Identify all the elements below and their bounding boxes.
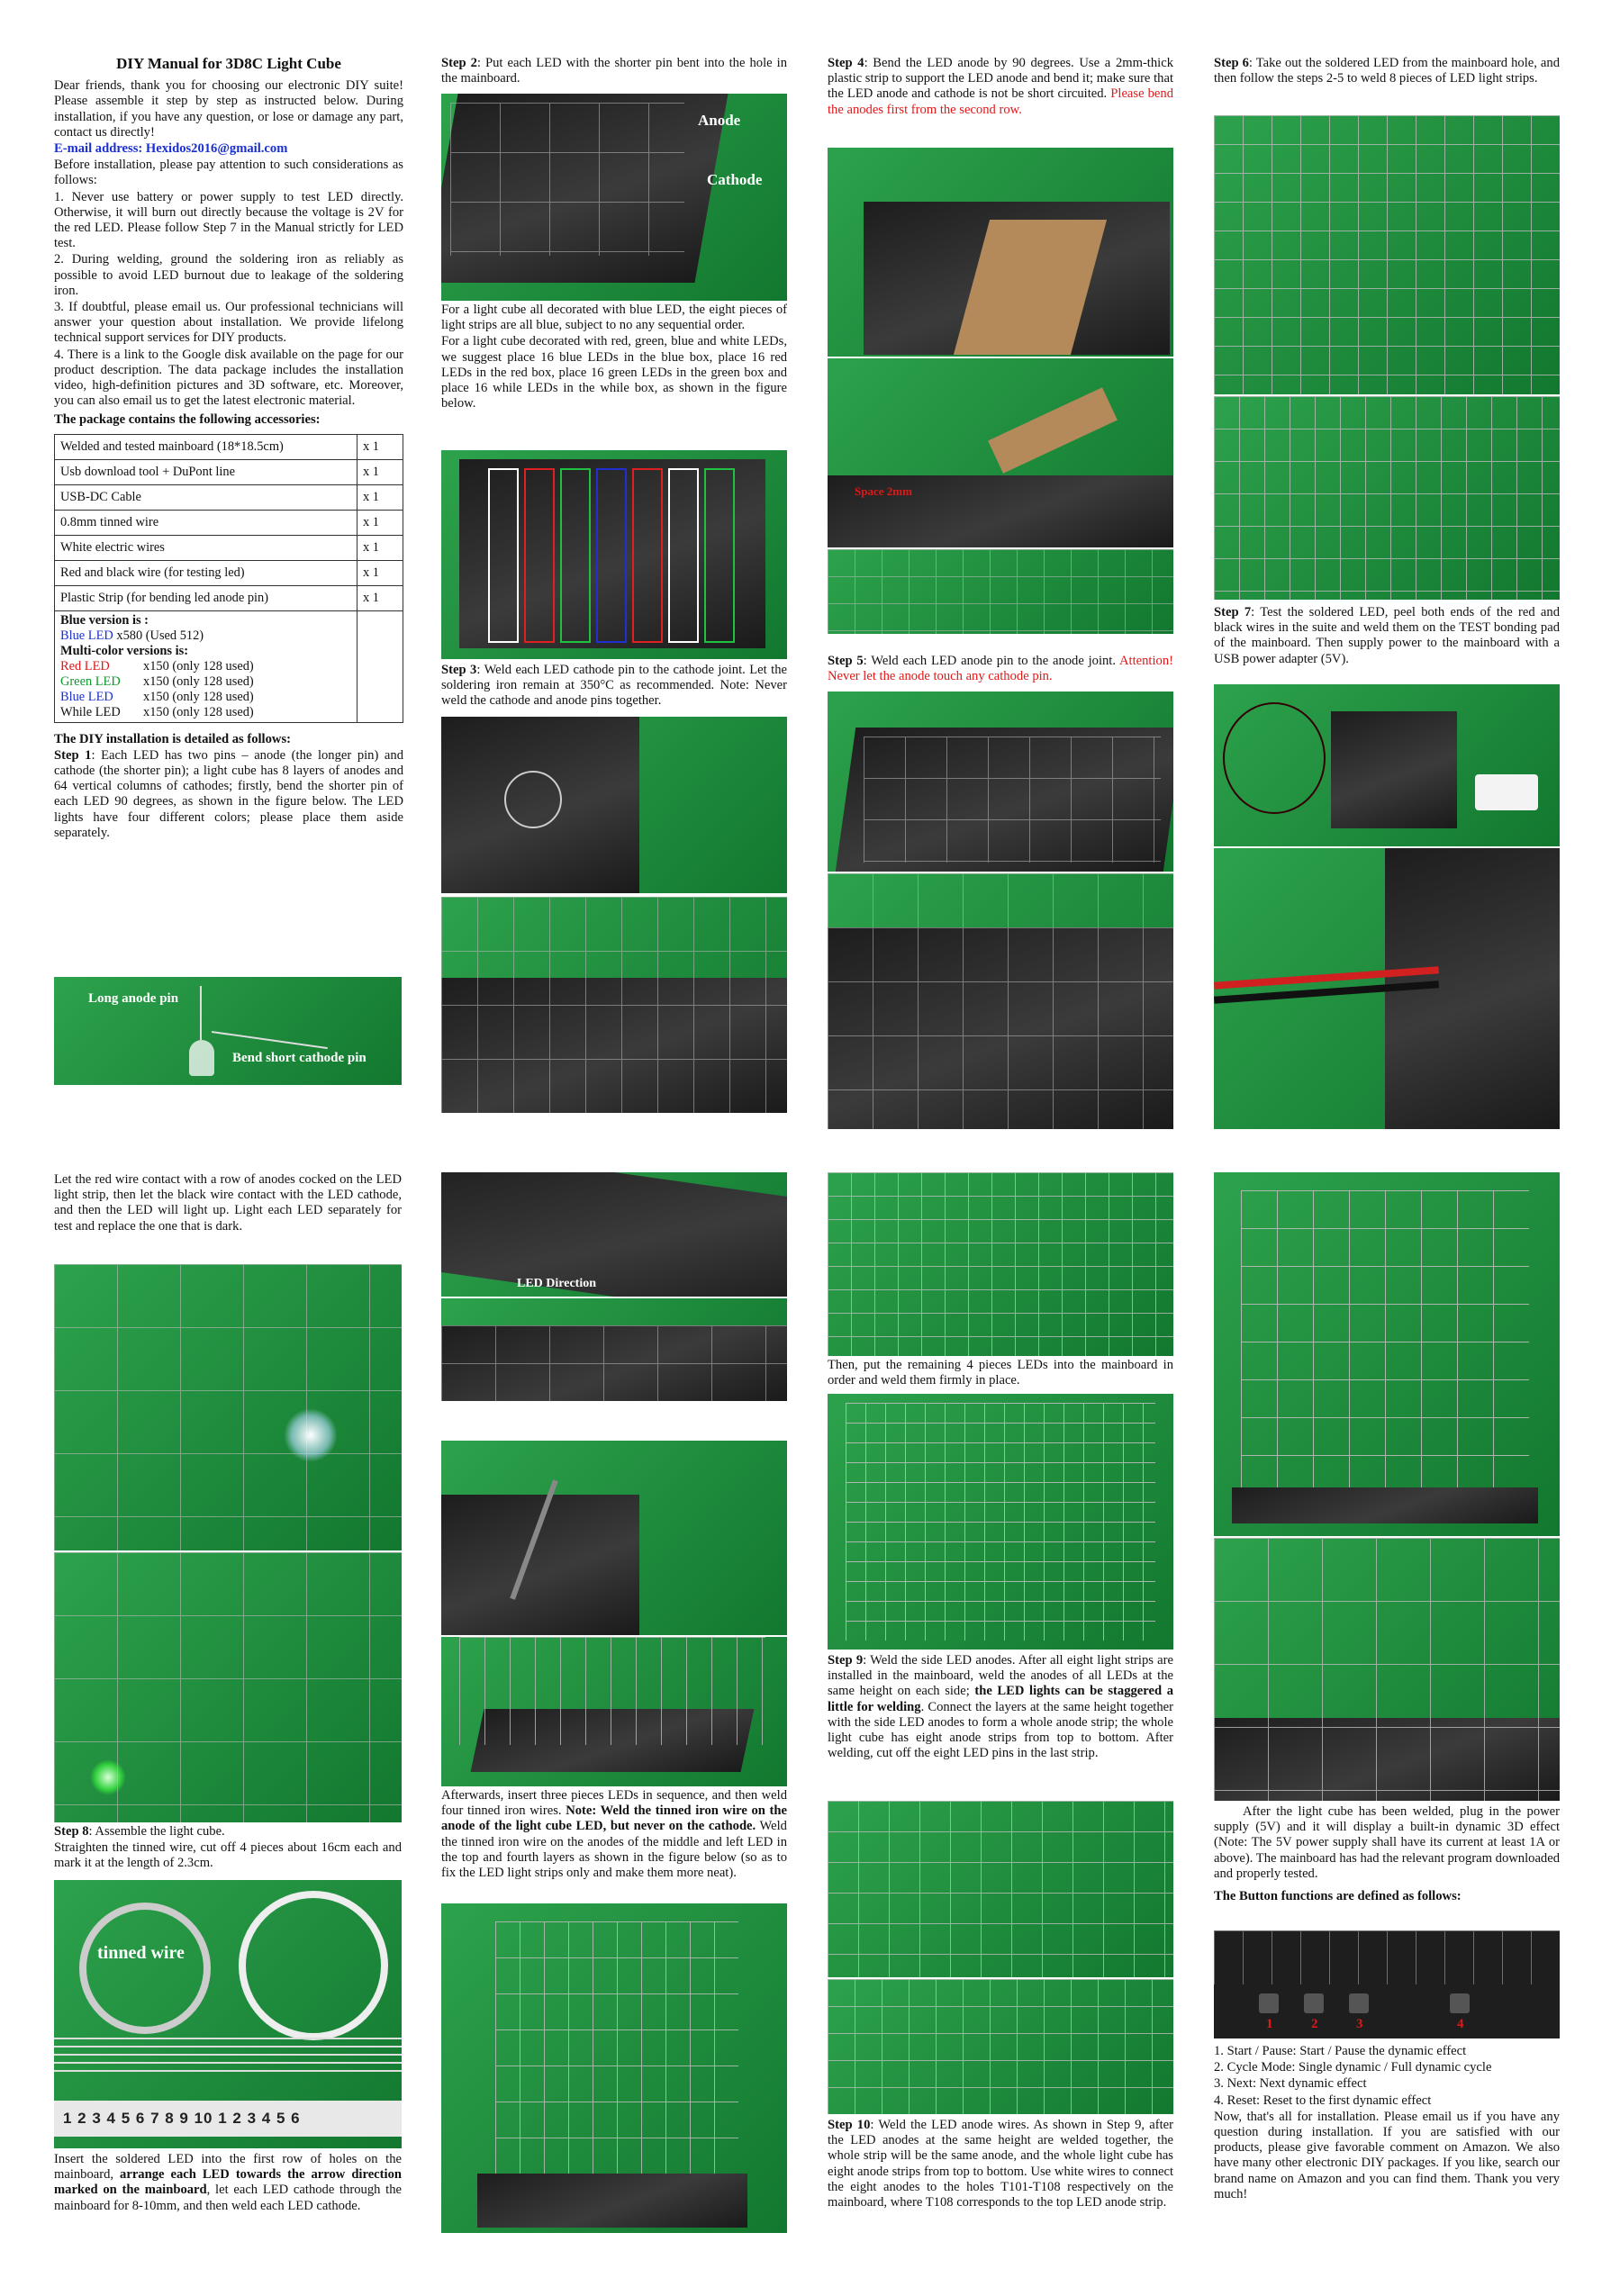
table-row: Usb download tool + DuPont line x 1 [55, 459, 403, 484]
blue-cube-text: For a light cube all decorated with blue LED, the eight pieces of light strips are all blue, subject to no any sequential order. [441, 303, 787, 333]
step4-photo-1 [828, 148, 1173, 357]
step4-text: Step 4: Bend the LED anode by 90 degrees. Use a 2mm-thick plastic strip to support the LED anode and bend it; make sure that the LED anode and cathode is not be short circuited. Please bend the anodes first from the second row. [828, 56, 1173, 117]
consideration-2: 2. During welding, ground the soldering iron as reliably as possible to avoid LED burnout due to leakage of the soldering iron. [54, 252, 403, 298]
step5-text: Step 5: Weld each LED anode pin to the anode joint. Attention! Never let the anode touch any cathode pin. [828, 654, 1173, 684]
step3-text: Step 3: Weld each LED cathode pin to the cathode joint. Let the soldering iron remain at 350°C as recommended. Note: Never weld the cathode and anode pins together. [441, 663, 787, 709]
test-text: Let the red wire contact with a row of anodes cocked on the LED light strip, then let the black wire contact with the LED cathode, and then the LED will light up. Light each LED separately for test and replace the one that is dark. [54, 1172, 402, 1234]
page-title: DIY Manual for 3D8C Light Cube [116, 55, 341, 72]
closing-text: Now, that's all for installation. Please email us if you have any question during installation. If you are satisfied with our products, please give favorable comment on Amazon. We also have many other electronic DIY packages. If you like, search our brand name on Amazon and you can find them. Thank you very much! [1214, 2109, 1560, 2201]
step9-text: Step 9: Weld the side LED anodes. After all eight light strips are installed in the mainboard, weld the anodes of all LEDs at the same height on each side; the LED lights can be staggered a little for welding. Connect the layers at the same height together with the side LED anodes to form a whole anode strip; the whole light cube has eight anode strips from top to bottom. After welding, cut off the eight LED pins in the last strip. [828, 1653, 1173, 1761]
step10-text: Step 10: Weld the LED anode wires. As shown in Step 9, after the LED anodes at the same height are welded together, the whole strip will be the same anode, and the whole light cube has eight anode strips from top to bottom. Use white wires to connect the eight anodes to the holes T101-T108 respectively on the mainboard, where T108 corresponds to the top LED anode strip. [828, 2118, 1174, 2210]
table-row: 0.8mm tinned wire x 1 [55, 510, 403, 535]
step2-text: Step 2: Put each LED with the shorter pin bent into the hole in the mainboard. [441, 56, 788, 86]
column-8 [1214, 1804, 1560, 1905]
accessories-table [54, 434, 403, 723]
weld-photo [441, 1441, 787, 1635]
table-row: Plastic Strip (for bending led anode pin) x 1 [55, 585, 403, 610]
button-number-3: 3 [1356, 2017, 1363, 2031]
step5-photo-2 [828, 873, 1173, 1129]
blue-led-label: Blue LED [60, 628, 113, 643]
tinned-wire-label: tinned wire [97, 1943, 185, 1963]
led-direction-label: LED Direction [517, 1277, 597, 1290]
step3-photo-1 [441, 717, 787, 893]
insert-text: Insert the soldered LED into the first row of holes on the mainboard, arrange each LED towards the arrow direction marked on the mainboard, let each LED cathode through the mainboard for 8-10mm, and then weld each LED cathode. [54, 2152, 403, 2213]
ruler-numbers: 1 2 3 4 5 6 7 8 9 10 1 2 3 4 5 6 [63, 2110, 301, 2127]
column-8b [1214, 2044, 1560, 2203]
test-photo-2 [54, 1552, 402, 1822]
buttons-photo [1214, 1930, 1560, 2038]
color-cube-text: For a light cube decorated with red, green, blue and white LEDs, we suggest place 16 blue LEDs in the blue box, place 16 red LEDs in the red box, place 16 green LEDs in the green box and place 16 while LEDs in the while box, as shown in the figure below. [441, 334, 787, 411]
step6-photo-2 [1214, 396, 1560, 600]
before-text: Before installation, please pay attention to such considerations as follows: [54, 158, 403, 188]
step6-text: Step 6: Take out the soldered LED from the mainboard hole, and then follow the steps 2-5 to weld 8 pieces of LED light strips. [1214, 56, 1560, 86]
cathode-label: Cathode [707, 171, 763, 188]
column-2b [441, 303, 787, 412]
step7-text: Step 7: Test the soldered LED, peel both ends of the red and black wires in the suite and weld them on the TEST bonding pad of the mainboard. Then supply power to the mainboard with a USB power adapter (5V). [1214, 605, 1560, 666]
blue-led-label: Blue LED [60, 689, 113, 704]
step6-photo-1 [1214, 115, 1560, 394]
button-3-desc: 3. Next: Next dynamic effect [1214, 2076, 1367, 2092]
email-address: E-mail address: Hexidos2016@gmail.com [54, 141, 288, 157]
strip-photo [441, 1637, 787, 1786]
red-led-label: Red LED [60, 658, 110, 673]
column-5c [54, 2152, 402, 2215]
table-row: Red and black wire (for testing led) x 1 [55, 560, 403, 585]
column-3b [828, 654, 1173, 685]
button-1-desc: 1. Start / Pause: Start / Pause the dynamic effect [1214, 2044, 1467, 2058]
blue-led-qty: x580 (Used 512) [116, 628, 204, 643]
step1-text: Step 1: Each LED has two pins – anode (the longer pin) and cathode (the shorter pin); a light cube has 8 layers of anodes and 64 vertical columns of cathodes; firstly, bend the shorter pin of each LED 90 degrees, as shown in the figure below. The LED lights have four different colors; please place them aside separately. [54, 747, 403, 840]
button-4-desc: 4. Reset: Reset to the first dynamic effect [1214, 2093, 1432, 2108]
cube-layers-photo [441, 1903, 787, 2233]
column-5 [54, 1172, 402, 1235]
step2-photo [441, 94, 787, 301]
step5-photo-1 [828, 692, 1173, 872]
led-direction-photo-1 [441, 1172, 787, 1297]
tinned-wire-photo [54, 1880, 402, 2148]
anode-label: Anode [698, 112, 741, 129]
step7-photo-2 [1214, 848, 1560, 1129]
button-number-2: 2 [1311, 2017, 1318, 2031]
consideration-1: 1. Never use battery or power supply to test LED directly. Otherwise, it will burn out directly because the voltage is 2V for the red LED. Please follow Step 7 in the Manual strictly for LED test. [54, 189, 403, 251]
consideration-3: 3. If doubtful, please email us. Our professional technicians will answer your question about installation. We provide lifelong technical support services for DIY products. [54, 300, 403, 346]
column-4b [1214, 605, 1560, 668]
final-cube-photo-1 [1214, 1172, 1560, 1536]
column-4 [1214, 56, 1560, 87]
column-5b [54, 1824, 402, 1873]
color-boxes-photo [441, 450, 787, 659]
button-number-4: 4 [1457, 2017, 1464, 2031]
long-anode-label: Long anode pin [88, 991, 179, 1006]
blue-version-heading: Blue version is : [60, 612, 149, 628]
consideration-4: 4. There is a link to the Google disk available on the page for our product description. The data package includes the installation video, high-definition pictures and 3D software, etc. Moreover, you can also email us to get the latest electronic material. [54, 347, 403, 409]
step8-text: Step 8: Assemble the light cube. [54, 1824, 225, 1839]
straighten-text: Straighten the tinned wire, cut off 4 pieces about 16cm each and mark it at the length of 2.3cm. [54, 1840, 402, 1871]
column-7c [828, 2118, 1173, 2211]
intro-text: Dear friends, thank you for choosing our electronic DIY suite! Please assemble it step by step as instructed below. During installation, if you have any question, or lose or damage any part, contact us directly! [54, 78, 403, 140]
ruler [54, 2101, 402, 2137]
column-7 [828, 1358, 1173, 1389]
buttons-heading: The Button functions are defined as follows: [1214, 1889, 1462, 1904]
then-text: Then, put the remaining 4 pieces LEDs into the mainboard in order and weld them firmly in place. [828, 1358, 1173, 1388]
strips-photo [828, 1172, 1173, 1356]
button-number-1: 1 [1266, 2017, 1273, 2031]
column-6b [441, 1788, 787, 1882]
table-row: Welded and tested mainboard (18*18.5cm) x 1 [55, 434, 403, 459]
white-led-label: While LED [60, 704, 121, 719]
table-row: White electric wires x 1 [55, 535, 403, 560]
step9-photo-2 [828, 1979, 1173, 2114]
step4-photo-3 [828, 549, 1173, 634]
column-2 [441, 56, 787, 87]
button-2-desc: 2. Cycle Mode: Single dynamic / Full dynamic cycle [1214, 2060, 1492, 2075]
after-welded-text: After the light cube has been welded, plug in the power supply (5V) and it will display a built-in dynamic 3D effect (Note: The 5V power supply shall have its current at least 1A or above). The mainboard has had the relevant program downloaded and properly tested. [1214, 1804, 1560, 1881]
column-1 [54, 56, 403, 842]
led-direction-photo-2 [441, 1298, 787, 1401]
bend-cathode-label: Bend short cathode pin [232, 1051, 367, 1065]
final-cube-photo-2 [1214, 1538, 1560, 1801]
column-3 [828, 56, 1173, 119]
led-versions-row: Blue version is : Blue LED x580 (Used 512) Multi-color versions is: Red LED x150 (only 128 used) Green LED x150 (only 128 used) Blue LED x150 (only 128 used) While LED x150 (only 128 used) [55, 610, 403, 722]
multi-version-heading: Multi-color versions is: [60, 643, 189, 658]
column-2c [441, 663, 787, 710]
diy-heading: The DIY installation is detailed as follows: [54, 731, 291, 746]
table-row: USB-DC Cable x 1 [55, 484, 403, 510]
test-photo-1 [54, 1264, 402, 1550]
step3-photo-2 [441, 897, 787, 1113]
green-led-label: Green LED [60, 673, 121, 689]
package-heading: The package contains the following accessories: [54, 412, 321, 428]
cube-top-photo [828, 1394, 1173, 1650]
step7-photo-1 [1214, 684, 1560, 846]
step9-photo-1 [828, 1801, 1173, 1977]
afterwards-text: Afterwards, insert three pieces LEDs in sequence, and then weld four tinned iron wires. Note: Weld the tinned iron wire on the anode of the light cube LED, but never on the cathode. Weld the tinned iron wire on the anodes of the middle and left LED in the top and fourth layers as shown in the figure below (so as to fix the LED light strips only and make them more neat). [441, 1788, 787, 1881]
column-7b [828, 1653, 1173, 1762]
step1-photo [54, 977, 402, 1085]
step4-photo-2 [828, 358, 1173, 547]
space-label: Space 2mm [855, 484, 912, 498]
